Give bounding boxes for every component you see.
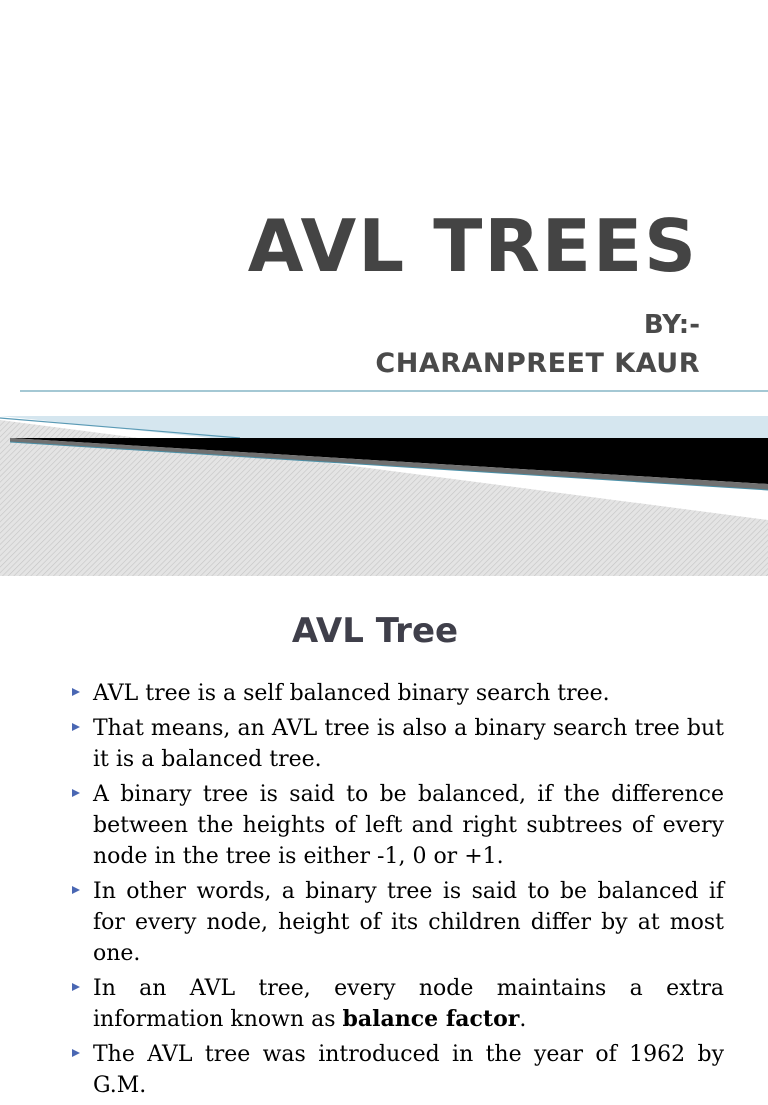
bullet-text-tail: . bbox=[519, 1007, 527, 1032]
bullet-text-lead: In an AVL tree, every node maintains a extra information known as bbox=[93, 976, 724, 1032]
bullet-item bbox=[70, 973, 724, 1035]
content-heading: AVL Tree bbox=[291, 611, 459, 651]
bullet-arrow-icon bbox=[72, 723, 80, 731]
bullet-arrow-icon bbox=[72, 1049, 80, 1057]
bullet-arrow-icon bbox=[72, 983, 80, 991]
bullet-arrow-icon bbox=[72, 688, 80, 696]
bullet-text: The AVL tree was introduced in the year of 1962 by G.M. bbox=[93, 1042, 724, 1098]
bullet-item bbox=[70, 713, 724, 775]
bullet-item bbox=[70, 678, 724, 709]
decorative-swoosh-graphic bbox=[0, 380, 768, 576]
bullet-text: In other words, a binary tree is said to be balanced if for every node, height of its children differ by at most one. bbox=[93, 879, 724, 966]
bullet-list bbox=[70, 678, 724, 1105]
bullet-arrow-icon bbox=[72, 886, 80, 894]
bullet-arrow-icon bbox=[72, 789, 80, 797]
byline-label: BY:- bbox=[643, 310, 700, 340]
bullet-item bbox=[70, 876, 724, 969]
content-slide bbox=[0, 588, 768, 1098]
bullet-text: A binary tree is said to be balanced, if the difference between the heights of left and right subtrees of every node in the tree is either -1, 0 or +1. bbox=[93, 782, 724, 869]
bullet-emphasis: balance factor bbox=[342, 1006, 520, 1032]
slide-title: AVL TREES bbox=[247, 204, 698, 288]
bullet-text: AVL tree is a self balanced binary search tree. bbox=[93, 681, 610, 706]
bullet-text: That means, an AVL tree is also a binary search tree but it is a balanced tree. bbox=[93, 716, 724, 772]
bullet-item bbox=[70, 1039, 724, 1101]
author-name: CHARANPREET KAUR bbox=[375, 348, 700, 379]
bullet-item bbox=[70, 779, 724, 872]
slide-gap bbox=[0, 576, 768, 588]
